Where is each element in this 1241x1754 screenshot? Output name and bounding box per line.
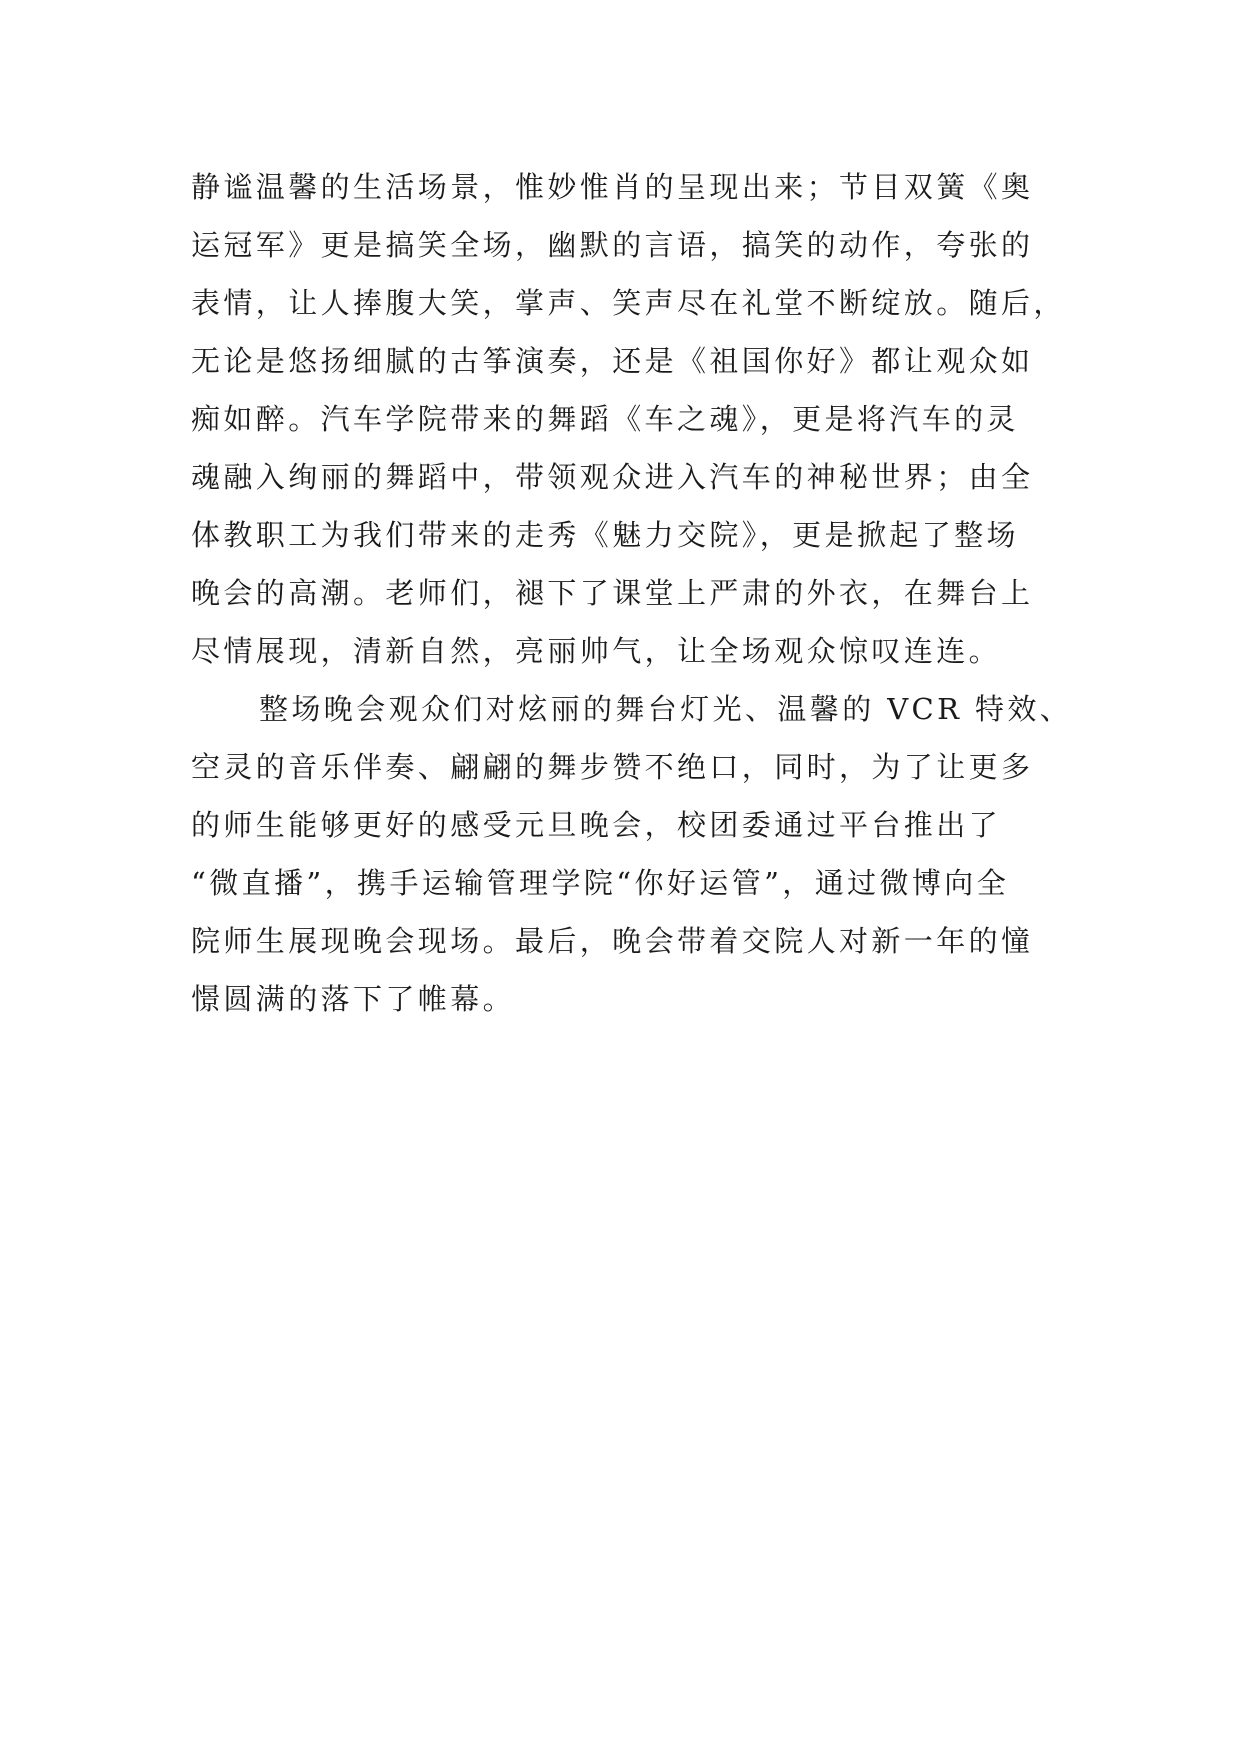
text-line: 尽情展现，清新自然，亮丽帅气，让全场观众惊叹连连。 (191, 634, 1002, 668)
text-line: 痴如醉。汽车学院带来的舞蹈《车之魂》，更是将汽车的灵 (191, 402, 1019, 436)
text-line: 运冠军》更是搞笑全场，幽默的言语，搞笑的动作，夸张的 (191, 228, 1034, 262)
paragraph-first-line: 整场晚会观众们对炫丽的舞台灯光、温馨的 VCR 特效、 (259, 692, 1073, 726)
text-line: 静谧温馨的生活场景，惟妙惟肖的呈现出来；节目双簧《奥 (191, 170, 1034, 204)
body-text (191, 158, 1091, 1028)
text-line: 的师生能够更好的感受元旦晚会，校团委通过平台推出了 (191, 808, 1002, 842)
text-line: 憬圆满的落下了帷幕。 (191, 982, 516, 1016)
text-line: 无论是悠扬细腻的古筝演奏，还是《祖国你好》都让观众如 (191, 344, 1034, 378)
text-line: 院师生展现晚会现场。最后，晚会带着交院人对新一年的憧 (191, 924, 1034, 958)
text-line: 晚会的高潮。老师们，褪下了课堂上严肃的外衣，在舞台上 (191, 576, 1034, 610)
text-line: 空灵的音乐伴奏、翩翩的舞步赞不绝口，同时，为了让更多 (191, 750, 1034, 784)
text-line: “微直播”，携手运输管理学院“你好运管”，通过微博向全 (191, 866, 1010, 900)
text-line: 表情，让人捧腹大笑，掌声、笑声尽在礼堂不断绽放。随后， (191, 286, 1066, 320)
text-line: 体教职工为我们带来的走秀《魅力交院》，更是掀起了整场 (191, 518, 1019, 552)
text-line: 魂融入绚丽的舞蹈中，带领观众进入汽车的神秘世界；由全 (191, 460, 1034, 494)
